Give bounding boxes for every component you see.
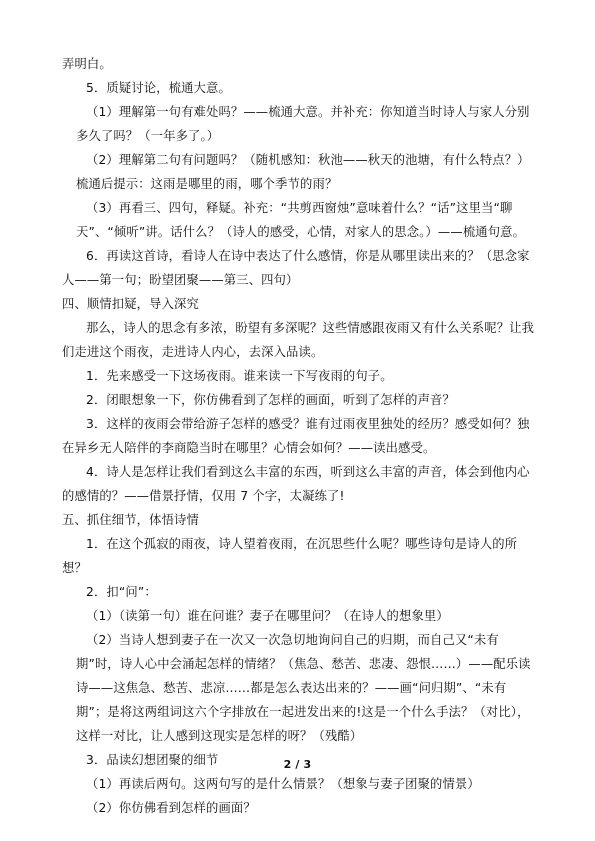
paragraph: （1）理解第一句有难处吗？——梳通大意。并补充：你知道当时诗人与家人分别多久了吗？（一年多了。）: [76, 105, 530, 143]
paragraph: 3．这样的夜雨会带给游子怎样的感受？谁有过雨夜里独处的经历？感受如何？独在异乡无人陪伴的李商隐当时在哪里？心情会如何？——读出感受。: [62, 417, 530, 455]
section-heading: 四、顺情扣疑，导入深究: [62, 297, 199, 311]
paragraph: 6．再读这首诗，看诗人在诗中表达了什么感情，你是从哪里读出来的？（思念家人——第一句；盼望团聚——第三、四句）: [62, 249, 530, 287]
page-number: 2 / 3: [283, 758, 312, 771]
paragraph: 1．在这个孤寂的雨夜，诗人望着夜雨，在沉思些什么呢？哪些诗句是诗人的所想？: [62, 537, 518, 575]
paragraph: 2．扣“问”：: [86, 585, 157, 599]
paragraph: （1）（读第一句）谁在问谁？妻子在哪里问？（在诗人的想象里）: [86, 609, 449, 623]
paragraph: （2）当诗人想到妻子在一次又一次急切地询问自己的归期，而自己又“未有期”时，诗人心中会涌起怎样的情绪？（焦急、愁苦、悲凄、怨恨……）——配乐读诗——这焦急、愁苦、悲凉……都是怎么表达出来的？——画“问归期”、“未有期”；是将这两组词这六个字排放在一起进发出来的!这是一个什么手法？（对比），这样一对比，让人感到这现实是怎样的呀？（残酷）: [76, 633, 531, 743]
document-body: [62, 52, 536, 820]
section-heading: 五、抓住细节，体悟诗情: [62, 513, 199, 527]
paragraph: 1．先来感受一下这场夜雨。谁来读一下写夜雨的句子。: [86, 369, 393, 383]
paragraph: 3．品读幻想团聚的细节: [86, 753, 219, 767]
paragraph: （3）再看三、四句，释疑。补充：“共剪西窗烛”意味着什么？“话”这里当“聊天”、“倾听”讲。话什么？（诗人的感受，心情，对家人的思念。）——梳通句意。: [76, 201, 526, 239]
paragraph: （2）你仿佛看到怎样的画面？: [86, 801, 256, 815]
paragraph: 4．诗人是怎样让我们看到这么丰富的东西，听到这么丰富的声音，体会到他内心的感情的？——借景抒情，仅用 7 个字，太凝练了!: [62, 465, 530, 503]
paragraph: （1）再读后两句。这两句写的是什么情景？（想象与妻子团聚的情景）: [86, 777, 480, 791]
paragraph: 弄明白。: [62, 57, 112, 71]
paragraph: 那么，诗人的思念有多浓，盼望有多深呢？这些情感跟夜雨又有什么关系呢？让我们走进这个雨夜，走进诗人内心，去深入品读。: [62, 321, 535, 359]
paragraph: 2．闭眼想象一下，你仿佛看到了怎样的画面，听到了怎样的声音？: [86, 393, 455, 407]
paragraph: 5．质疑讨论，梳通大意。: [86, 81, 231, 95]
paragraph: （2）理解第二句有问题吗？（随机感知：秋池——秋天的池塘，有什么特点？）梳通后提示：这雨是哪里的雨，哪个季节的雨？: [76, 153, 530, 191]
